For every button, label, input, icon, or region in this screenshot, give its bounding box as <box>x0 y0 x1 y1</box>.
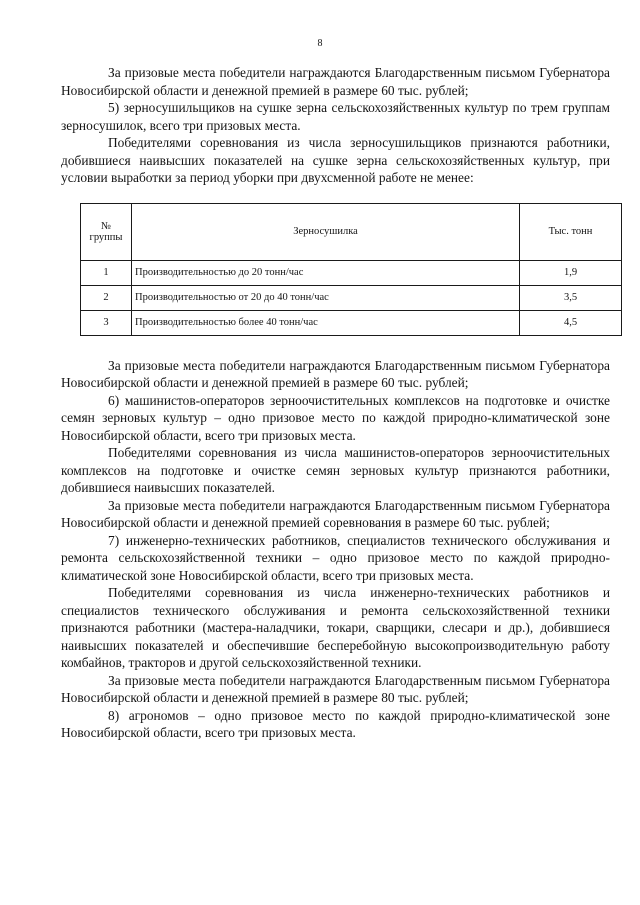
paragraph-dryer-winners-criteria: Победителями соревнования из числа зерносушильщиков признаются работники, добившиеся наивысших показателей на сушке зерна сельскохозяйственных культур, при условии выработки за период уборки при двухсменной работе не менее: <box>61 135 610 185</box>
cell-dryer-capacity: Производительностью от 20 до 40 тонн/час <box>132 285 520 310</box>
paragraph-item-6-operators: 6) машинистов-операторов зерноочистительных комплексов на подготовке и очистке семян зерновых культур – одно призовое место по каждой природно-климатической зоне Новосибирской области, всего три призовых места. <box>61 392 610 443</box>
header-grain-dryer: Зерносушилка <box>132 203 520 260</box>
paragraph-award-60k: За призовые места победители награждаются Благодарственным письмом Губернатора Новосибирской области и денежной премией в размере 60 тыс. рублей; <box>61 357 610 390</box>
cell-group-number: 2 <box>81 285 132 310</box>
paragraph-engineer-winners-criteria: Победителями соревнования из числа инженерно-технических работников и специалистов технического обслуживания и ремонта сельскохозяйственной техники признаются работники (мастера-наладчики, токари, сварщики, слесари и др.), добившиеся наивысших показателей и обеспечившие бесперебойную высокопроизводительную работу комбайнов, тракторов и другой сельскохозяйственной техники. <box>61 585 610 670</box>
cell-thousand-tons: 1,9 <box>520 260 622 285</box>
paragraph-operator-winners-criteria: Победителями соревнования из числа машинистов-операторов зерноочистительных комплексов на подготовке и очистке семян зерновых культур признаются работники, добившиеся наивысших показателей. <box>61 445 610 495</box>
header-thousand-tons: Тыс. тонн <box>520 203 622 260</box>
table-row <box>81 285 622 310</box>
header-group-number-label: № группы <box>89 220 123 243</box>
paragraph-award-80k: За призовые места победители награждаются Благодарственным письмом Губернатора Новосибирской области и денежной премией в размере 80 тыс. рублей; <box>61 672 610 705</box>
table-row <box>81 310 622 335</box>
grain-dryer-table <box>80 203 622 336</box>
document-body <box>61 64 610 742</box>
table-header-row <box>81 203 622 260</box>
cell-thousand-tons: 4,5 <box>520 310 622 335</box>
paragraph-award-60k: За призовые места победители награждаются Благодарственным письмом Губернатора Новосибирской области и денежной премией в размере 60 тыс. рублей; <box>61 65 610 98</box>
table-row <box>81 260 622 285</box>
cell-dryer-capacity: Производительностью более 40 тонн/час <box>132 310 520 335</box>
text-after-table <box>61 357 610 742</box>
cell-group-number: 3 <box>81 310 132 335</box>
paragraph-item-7-engineers: 7) инженерно-технических работников, специалистов технического обслуживания и ремонта сельскохозяйственной техники – одно призовое место по каждой природно-климатической зоне Новосибирской области, всего три призовых места. <box>61 532 610 583</box>
cell-dryer-capacity: Производительностью до 20 тонн/час <box>132 260 520 285</box>
paragraph-award-60k-competition: За призовые места победители награждаются Благодарственным письмом Губернатора Новосибирской области и денежной премией соревнования в размере 60 тыс. рублей; <box>61 497 610 530</box>
cell-thousand-tons: 3,5 <box>520 285 622 310</box>
cell-group-number: 1 <box>81 260 132 285</box>
header-group-number <box>81 203 132 260</box>
paragraph-item-5-grain-dryers: 5) зерносушильщиков на сушке зерна сельскохозяйственных культур по трем группам зерносушилок, всего три призовых места. <box>61 100 610 133</box>
paragraph-item-8-agronomists: 8) агрономов – одно призовое место по каждой природно-климатической зоне Новосибирской области, всего три призовых места. <box>61 707 610 740</box>
page-number: 8 <box>317 38 323 49</box>
